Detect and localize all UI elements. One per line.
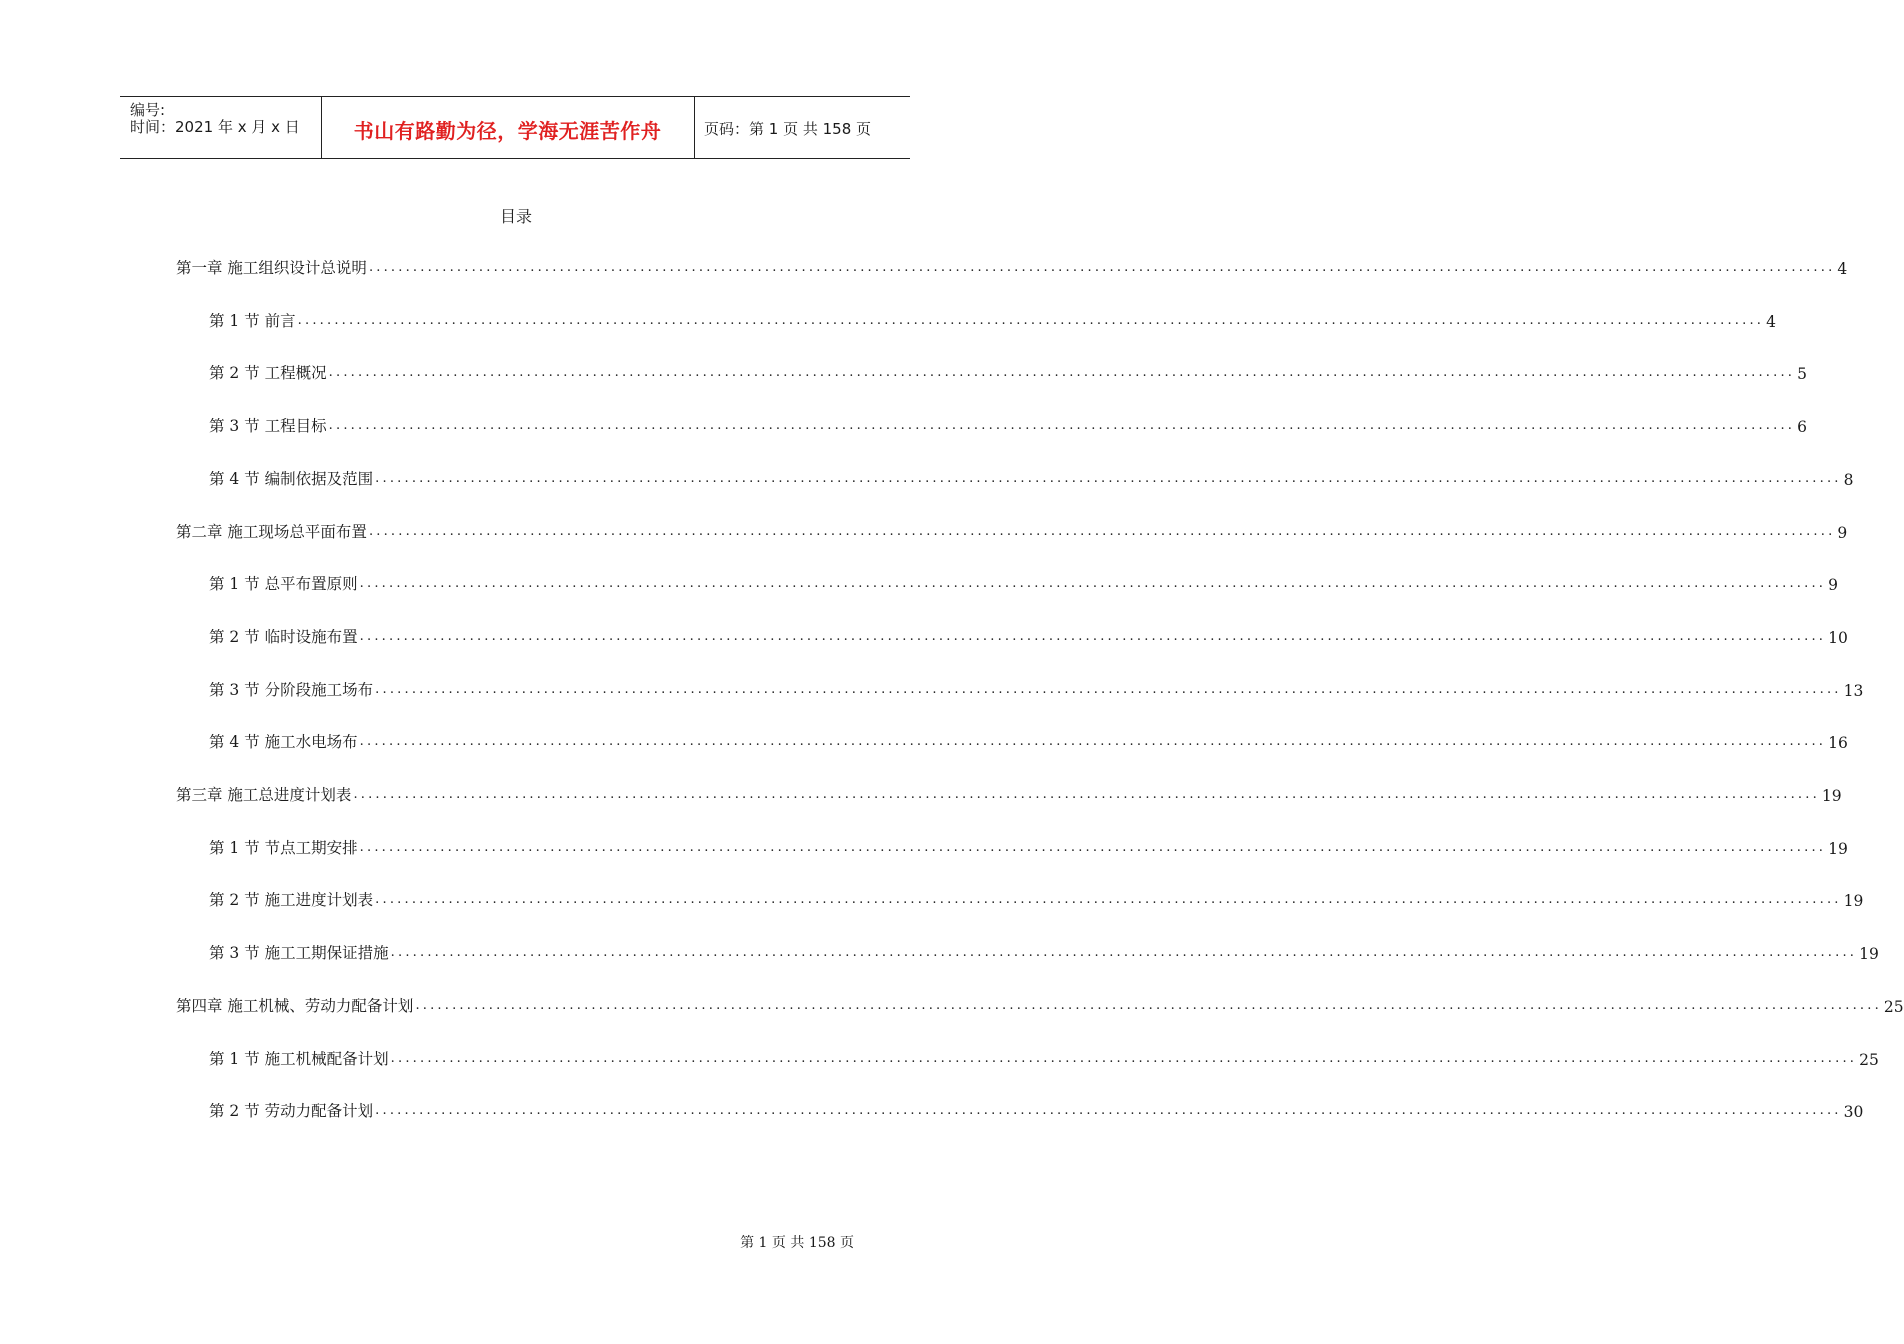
toc-entry-page: 19 bbox=[1828, 839, 1848, 858]
toc-leader-dots: ........................................................................................................................................................................................................ bbox=[359, 734, 1827, 750]
toc-section-entry[interactable] bbox=[209, 361, 1807, 384]
toc-chapter-entry[interactable] bbox=[176, 256, 1848, 278]
toc-entry-label: 第二章 施工现场总平面布置 bbox=[176, 522, 367, 541]
toc-leader-dots: ........................................................................................................................................................................................................ bbox=[353, 787, 1820, 802]
header-motto-cell bbox=[321, 97, 695, 158]
toc-entry-page: 16 bbox=[1828, 734, 1848, 753]
toc-leader-dots: ........................................................................................................................................................................................................ bbox=[368, 260, 1836, 275]
toc-leader-dots: ........................................................................................................................................................................................................ bbox=[297, 312, 1765, 328]
toc-entry-label: 第 1 节 前言 bbox=[209, 311, 296, 330]
toc-section-entry[interactable] bbox=[209, 572, 1838, 595]
toc-title: 目录 bbox=[499, 207, 532, 226]
toc-entry-page: 6 bbox=[1797, 418, 1807, 437]
toc-entry-page: 25 bbox=[1883, 997, 1904, 1016]
toc-entry-label: 第 3 节 工程目标 bbox=[209, 417, 327, 436]
motto-text: 书山有路勤为径，学海无涯苦作舟 bbox=[353, 119, 662, 143]
toc-entry-label: 第三章 施工总进度计划表 bbox=[176, 786, 352, 804]
toc-leader-dots: ........................................................................................................................................................................................................ bbox=[390, 1050, 1858, 1066]
toc-entry-label: 第 3 节 施工工期保证措施 bbox=[209, 944, 389, 963]
toc-entry-label: 第 2 节 临时设施布置 bbox=[209, 627, 358, 646]
toc-section-entry[interactable] bbox=[209, 730, 1848, 753]
toc-chapter-entry[interactable] bbox=[176, 520, 1848, 542]
toc-leader-dots: ........................................................................................................................................................................................................ bbox=[328, 418, 1796, 434]
toc-section-entry[interactable] bbox=[209, 467, 1854, 489]
header-page-number: 页码：第 1 页 共 158 页 bbox=[704, 120, 872, 138]
toc-entry-label: 第 2 节 工程概况 bbox=[209, 364, 327, 383]
toc-section-entry[interactable] bbox=[209, 678, 1864, 700]
toc-leader-dots: ........................................................................................................................................................................................................ bbox=[359, 628, 1827, 644]
toc-entry-label: 第 1 节 施工机械配备计划 bbox=[209, 1049, 389, 1068]
toc-leader-dots: ........................................................................................................................................................................................................ bbox=[328, 365, 1796, 381]
toc-entry-page: 4 bbox=[1766, 312, 1776, 331]
toc-leader-dots: ........................................................................................................................................................................................................ bbox=[368, 523, 1836, 539]
document-header bbox=[120, 96, 910, 159]
toc-leader-dots: ........................................................................................................................................................................................................ bbox=[375, 470, 1842, 486]
toc-section-entry[interactable] bbox=[209, 888, 1864, 911]
toc-leader-dots: ........................................................................................................................................................................................................ bbox=[375, 892, 1842, 908]
toc-entry-page: 19 bbox=[1821, 787, 1842, 805]
toc-entry-page: 8 bbox=[1843, 470, 1854, 489]
toc-entry-label: 第 2 节 施工进度计划表 bbox=[209, 891, 374, 910]
toc-entry-page: 9 bbox=[1837, 523, 1848, 542]
toc-chapter-entry[interactable] bbox=[176, 783, 1842, 805]
toc-leader-dots: ........................................................................................................................................................................................................ bbox=[375, 681, 1842, 697]
toc-entry-page: 4 bbox=[1837, 260, 1848, 278]
toc-chapter-entry[interactable] bbox=[176, 994, 1904, 1016]
toc-leader-dots: ........................................................................................................................................................................................................ bbox=[375, 1103, 1842, 1119]
date-label: 时间：2021 年 x 月 x 日 bbox=[130, 118, 300, 136]
toc-section-entry[interactable] bbox=[209, 625, 1848, 647]
toc-section-entry[interactable] bbox=[209, 414, 1807, 437]
toc-entry-label: 第 1 节 总平布置原则 bbox=[209, 575, 358, 594]
toc-entry-page: 9 bbox=[1828, 576, 1838, 595]
toc-entry-page: 5 bbox=[1797, 365, 1807, 384]
toc-section-entry[interactable] bbox=[209, 309, 1776, 331]
toc-entry-label: 第四章 施工机械、劳动力配备计划 bbox=[176, 996, 414, 1015]
toc-entry-label: 第 3 节 分阶段施工场布 bbox=[209, 680, 374, 699]
toc-section-entry[interactable] bbox=[209, 1047, 1879, 1069]
toc-section-entry[interactable] bbox=[209, 941, 1879, 964]
toc-entry-label: 第 4 节 编制依据及范围 bbox=[209, 469, 374, 488]
toc-leader-dots: ........................................................................................................................................................................................................ bbox=[390, 945, 1858, 961]
toc-entry-page: 10 bbox=[1828, 628, 1848, 647]
header-info-cell bbox=[120, 97, 322, 158]
toc-leader-dots: ........................................................................................................................................................................................................ bbox=[415, 997, 1882, 1013]
toc-entry-page: 30 bbox=[1843, 1103, 1864, 1122]
toc-entry-page: 19 bbox=[1859, 945, 1879, 964]
footer-page-number: 第 1 页 共 158 页 bbox=[740, 1235, 854, 1251]
toc-entry-label: 第一章 施工组织设计总说明 bbox=[176, 259, 367, 277]
toc-entry-page: 13 bbox=[1843, 681, 1864, 700]
toc-entry-page: 25 bbox=[1859, 1050, 1879, 1069]
toc-leader-dots: ........................................................................................................................................................................................................ bbox=[359, 576, 1827, 592]
toc-entry-label: 第 1 节 节点工期安排 bbox=[209, 838, 358, 857]
toc-section-entry[interactable] bbox=[209, 1099, 1864, 1122]
toc-entry-label: 第 2 节 劳动力配备计划 bbox=[209, 1102, 374, 1121]
serial-number-label: 编号: bbox=[130, 101, 166, 119]
toc-entry-page: 19 bbox=[1843, 892, 1864, 911]
header-page-cell bbox=[694, 97, 910, 158]
toc-section-entry[interactable] bbox=[209, 836, 1848, 858]
toc-entry-label: 第 4 节 施工水电场布 bbox=[209, 733, 358, 752]
toc-leader-dots: ........................................................................................................................................................................................................ bbox=[359, 839, 1827, 855]
